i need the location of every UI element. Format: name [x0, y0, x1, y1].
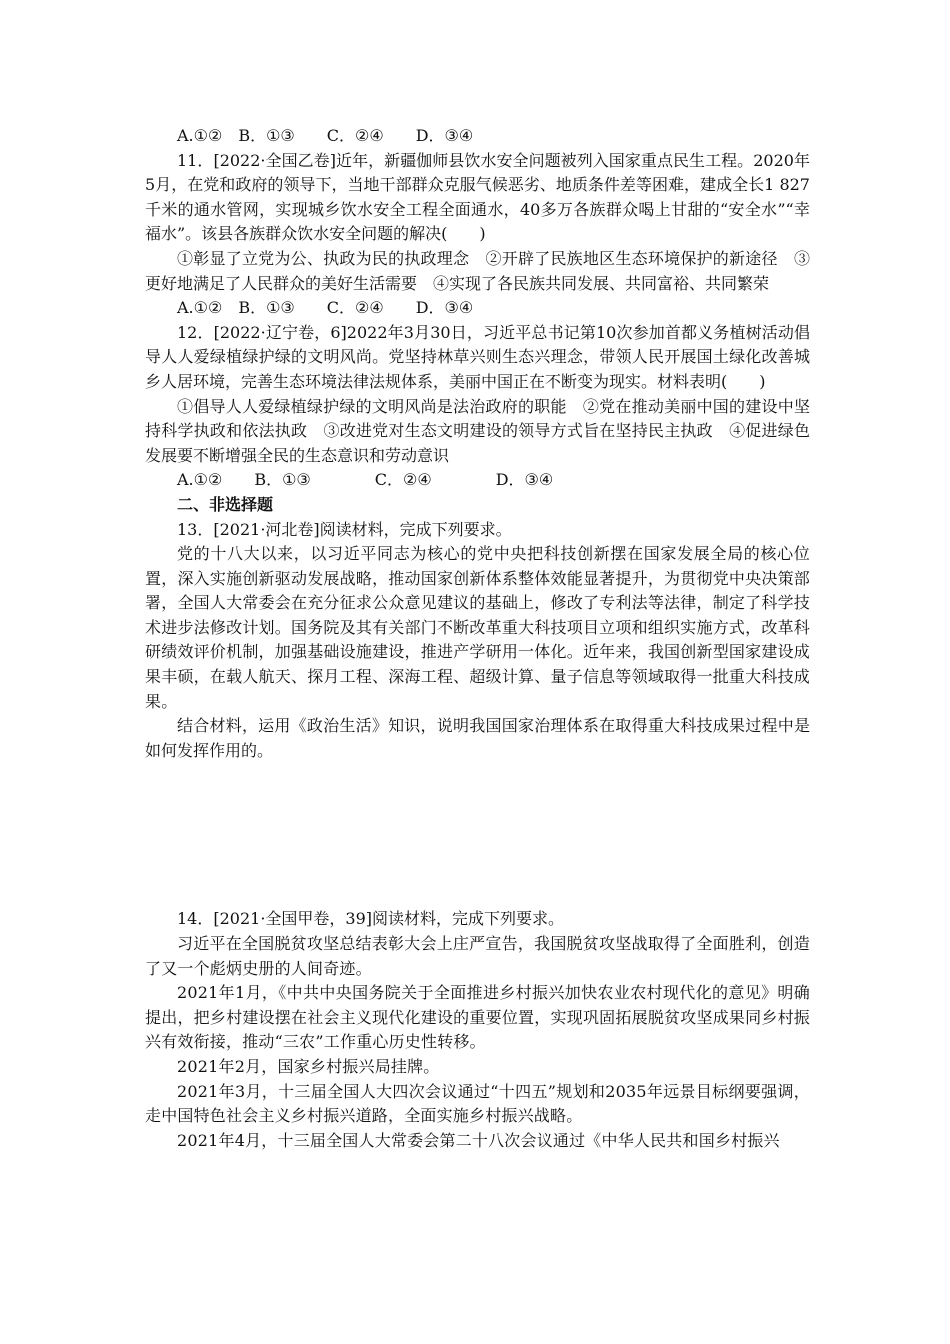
q13-stem: 13．[2021·河北卷]阅读材料，完成下列要求。 [177, 519, 512, 539]
answer-space [145, 763, 810, 907]
q13-question: 结合材料，运用《政治生活》知识，说明我国国家治理体系在取得重大科技成果过程中是如何发挥作用的。 [145, 716, 810, 760]
q11-stem: 11．[2022·全国乙卷]近年，新疆伽师县饮水安全问题被列入国家重点民生工程。2020年5月，在党和政府的领导下，当地干部群众克服气候恶劣、地质条件差等困难，建成全长1 827千米的通水管网，实现城乡饮水安全工程全面通水，40多万各族群众喝上甘甜的“安全水”“幸福水”。该县各族群众饮水安全问题的解决( ) [145, 150, 810, 244]
q12-stem: 12．[2022·辽宁卷，6]2022年3月30日，习近平总书记第10次参加首都义务植树活动倡导人人爱绿植绿护绿的文明风尚。党坚持林草兴则生态兴理念，带领人民开展国土绿化改善城乡人居环境，完善生态环境法律法规体系，美丽中国正在不断变为现实。材料表明( ) [145, 322, 810, 391]
q14-paragraph: 2021年4月，十三届全国人大常委会第二十八次会议通过《中华人民共和国乡村振兴 [177, 1130, 780, 1150]
q14-paragraph: 2021年2月，国家乡村振兴局挂牌。 [177, 1057, 440, 1076]
document-body [145, 124, 810, 1153]
q14-paragraph: 习近平在全国脱贫攻坚总结表彰大会上庄严宣告，我国脱贫攻坚战取得了全面胜利，创造了又一个彪炳史册的人间奇迹。 [145, 934, 810, 978]
q14-stem: 14．[2021·全国甲卷，39]阅读材料，完成下列要求。 [177, 909, 565, 929]
q14-paragraph: 2021年1月，《中共中央国务院关于全面推进乡村振兴加快农业农村现代化的意见》明确提出，把乡村建设摆在社会主义现代化建设的重要位置，实现巩固拓展脱贫攻坚成果同乡村振兴有效衔接，推动“三农”工作重心历史性转移。 [145, 983, 810, 1052]
q13-material: 党的十八大以来，以习近平同志为核心的党中央把科技创新摆在国家发展全局的核心位置，深入实施创新驱动发展战略，推动国家创新体系整体效能显著提升，为贯彻党中央决策部署，全国人大常委会在充分征求公众意见建议的基础上，修改了专利法等法律，制定了科学技术进步法修改计划。国务院及其有关部门不断改革重大科技项目立项和组织实施方式，改革科研绩效评价机制，加强基础设施建设，推进产学研用一体化。近年来，我国创新型国家建设成果丰硕，在载人航天、探月工程、深海工程、超级计算、量子信息等领域取得一批重大科技成果。 [145, 544, 810, 711]
q10-options: A.①② B．①③ C．②④ D．③④ [177, 126, 474, 145]
q11-statements: ①彰显了立党为公、执政为民的执政理念 ②开辟了民族地区生态环境保护的新途径 ③更好地满足了人民群众的美好生活需要 ④实现了各民族共同发展、共同富裕、共同繁荣 [145, 248, 810, 293]
q12-statements: ①倡导人人爱绿植绿护绿的文明风尚是法治政府的职能 ②党在推动美丽中国的建设中坚持科学执政和依法执政 ③改进党对生态文明建设的领导方式旨在坚持民主执政 ④促进绿色发展要不断增强全民的生态意识和劳动意识 [145, 396, 810, 465]
section-title: 二、非选择题 [177, 494, 274, 514]
q12-options: A.①② B．①③ C．②④ D．③④ [177, 470, 554, 490]
q14-paragraph: 2021年3月，十三届全国人大四次会议通过“十四五”规划和2035年远景目标纲要强调，走中国特色社会主义乡村振兴道路，全面实施乡村振兴战略。 [145, 1081, 810, 1126]
q11-options: A.①② B．①③ C．②④ D．③④ [177, 298, 474, 318]
